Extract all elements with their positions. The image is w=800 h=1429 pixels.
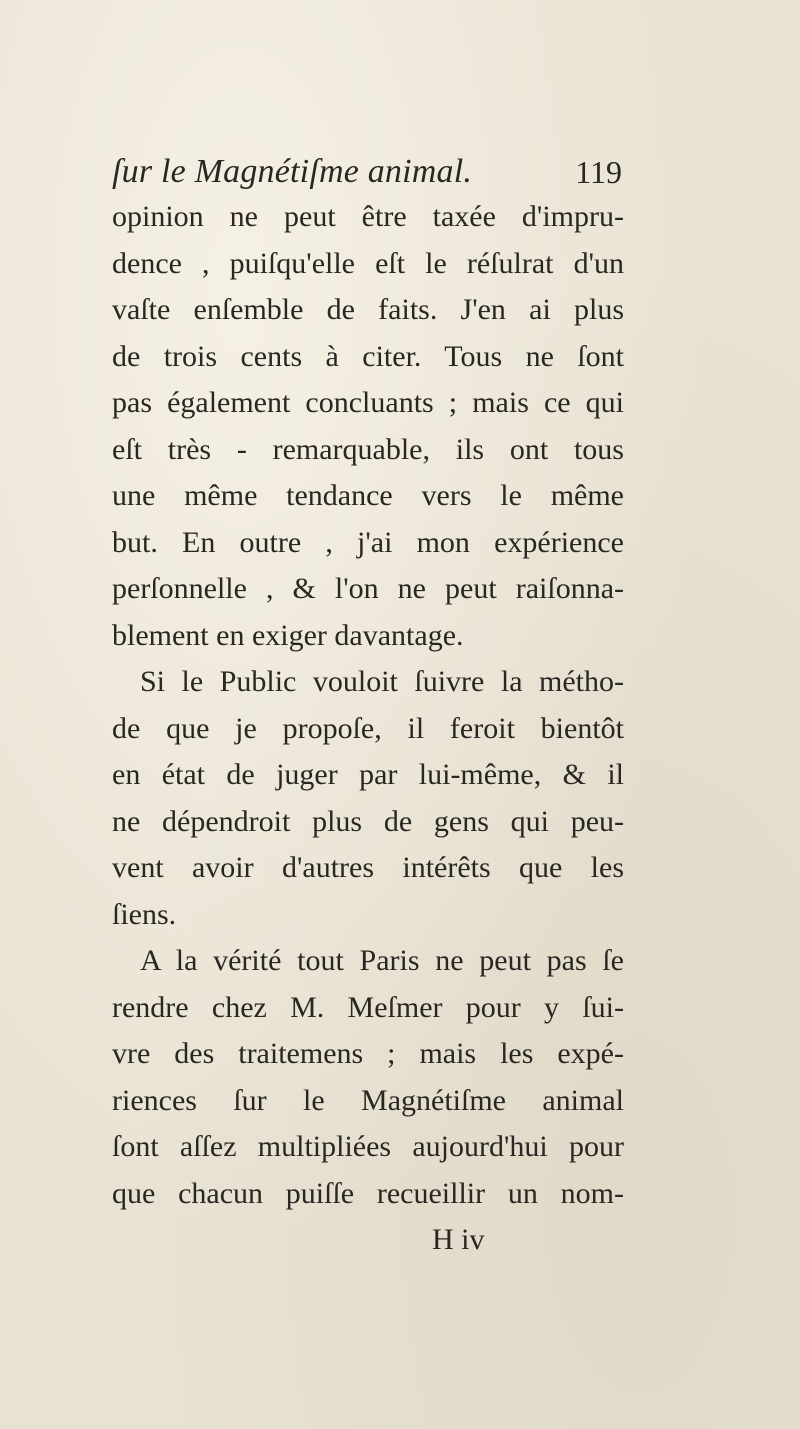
text-line: de que je propoſe, il feroit bientôt [112, 711, 624, 745]
text-line: perſonnelle , & l'on ne peut raiſonna- [112, 572, 624, 605]
text-line: ſiens. [112, 897, 177, 931]
text-line: rendre chez M. Meſmer pour y ſui- [112, 990, 624, 1024]
text-line: but. En outre , j'ai mon expérience [112, 525, 624, 559]
text-line: en état de juger par lui-même, & il [112, 758, 624, 791]
text-line: eſt très - remarquable, ils ont tous [112, 432, 624, 466]
text-line: pas également concluants ; mais ce qui [112, 386, 624, 419]
page-number: 119 [575, 154, 622, 190]
running-title: ſur le Magnétiſme animal. [112, 153, 473, 190]
text-line: Si le Public vouloit ſuivre la métho- [140, 665, 624, 698]
text-line: de trois cents à citer. Tous ne ſont [112, 339, 624, 373]
text-line: ſont aſſez multipliées aujourd'hui pour [112, 1130, 624, 1163]
text-line: blement en exiger davantage. [112, 618, 464, 652]
text-line: opinion ne peut être taxée d'impru- [112, 200, 624, 233]
text-line: vaſte enſemble de faits. J'en ai plus [112, 293, 624, 326]
text-line: vre des traitemens ; mais les expé- [112, 1037, 624, 1070]
text-line: une même tendance vers le même [112, 479, 624, 512]
text-line: dence , puiſqu'elle eſt le réſulrat d'un [112, 246, 624, 280]
body-text [112, 194, 624, 1264]
page-header [112, 150, 622, 194]
signature-mark: H iv [432, 1223, 485, 1256]
text-line: vent avoir d'autres intérêts que les [112, 851, 624, 884]
text-line: que chacun puiſſe recueillir un nom- [112, 1176, 624, 1210]
text-line: ne dépendroit plus de gens qui peu- [112, 804, 624, 838]
text-line: riences ſur le Magnétiſme animal [112, 1083, 624, 1117]
text-line: A la vérité tout Paris ne peut pas ſe [140, 944, 624, 977]
